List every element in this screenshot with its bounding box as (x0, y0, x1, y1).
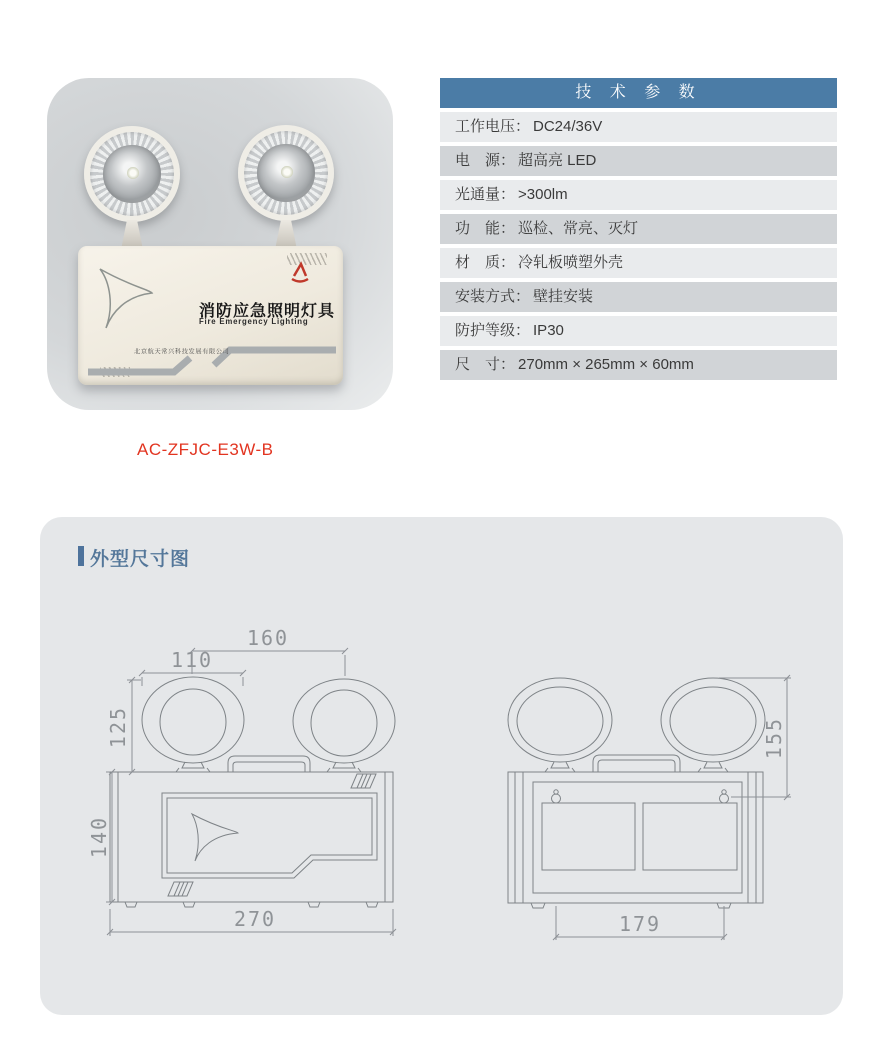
spec-label: 工作电压： (455, 118, 531, 135)
spec-row (440, 146, 837, 176)
lamp-head-left-icon (84, 126, 180, 222)
dim-front-lamp-width: 110 (170, 648, 214, 672)
spec-row (440, 180, 837, 210)
dim-front-body-height: 140 (87, 815, 111, 859)
spec-row (440, 316, 837, 346)
lamp-stand-right (272, 220, 300, 248)
spec-value: IP30 (533, 322, 564, 339)
rear-view-drawing (495, 622, 805, 952)
device-body (78, 246, 343, 385)
dim-rear-hole-span: 179 (618, 912, 662, 936)
spec-label: 功 能： (455, 220, 516, 237)
band-right (214, 350, 336, 365)
spec-value: 冷轧板喷塑外壳 (518, 254, 624, 271)
spec-table-header: 技 术 参 数 (440, 78, 837, 108)
spec-value: DC24/36V (533, 118, 603, 135)
spec-row (440, 214, 837, 244)
dimension-panel (40, 517, 843, 1015)
swoosh-shape (100, 269, 152, 328)
lamp-head-right-icon (238, 125, 334, 221)
model-number: AC-ZFJC-E3W-B (137, 440, 274, 459)
dim-front-total-width: 270 (233, 907, 277, 931)
spec-row (440, 112, 837, 142)
spec-row (440, 350, 837, 380)
spec-label: 防护等级： (455, 322, 531, 339)
spec-value: 壁挂安装 (533, 288, 594, 305)
spec-label: 材 质： (455, 254, 516, 271)
spec-table (440, 78, 837, 380)
spec-label: 尺 寸： (455, 356, 516, 373)
spec-value: >300lm (518, 186, 568, 203)
band-left (88, 358, 190, 372)
brand-logo-icon (292, 264, 308, 282)
section-title-text: 外型尺寸图 (90, 549, 191, 570)
dim-front-span: 160 (246, 626, 290, 650)
dim-rear-height: 155 (762, 716, 786, 760)
device-subtitle: Fire Emergency Lighting (199, 318, 309, 327)
lamp-stand-left (118, 220, 146, 248)
spec-label: 电 源： (455, 152, 516, 169)
spec-value: 270mm × 265mm × 60mm (518, 356, 694, 373)
spec-value: 巡检、常亮、灭灯 (518, 220, 639, 237)
title-bar-icon (78, 546, 84, 566)
spec-label: 光通量： (455, 186, 516, 203)
device-company: 北京航天常兴科技发展有限公司 (134, 348, 230, 356)
product-photo (47, 78, 393, 410)
front-view-drawing (87, 622, 425, 952)
dim-front-head-height: 125 (106, 705, 130, 749)
spec-row (440, 282, 837, 312)
spec-value: 超高亮 LED (518, 152, 597, 169)
spec-row (440, 248, 837, 278)
spec-label: 安装方式： (455, 288, 531, 305)
device-title: 消防应急照明灯具 (199, 303, 336, 320)
